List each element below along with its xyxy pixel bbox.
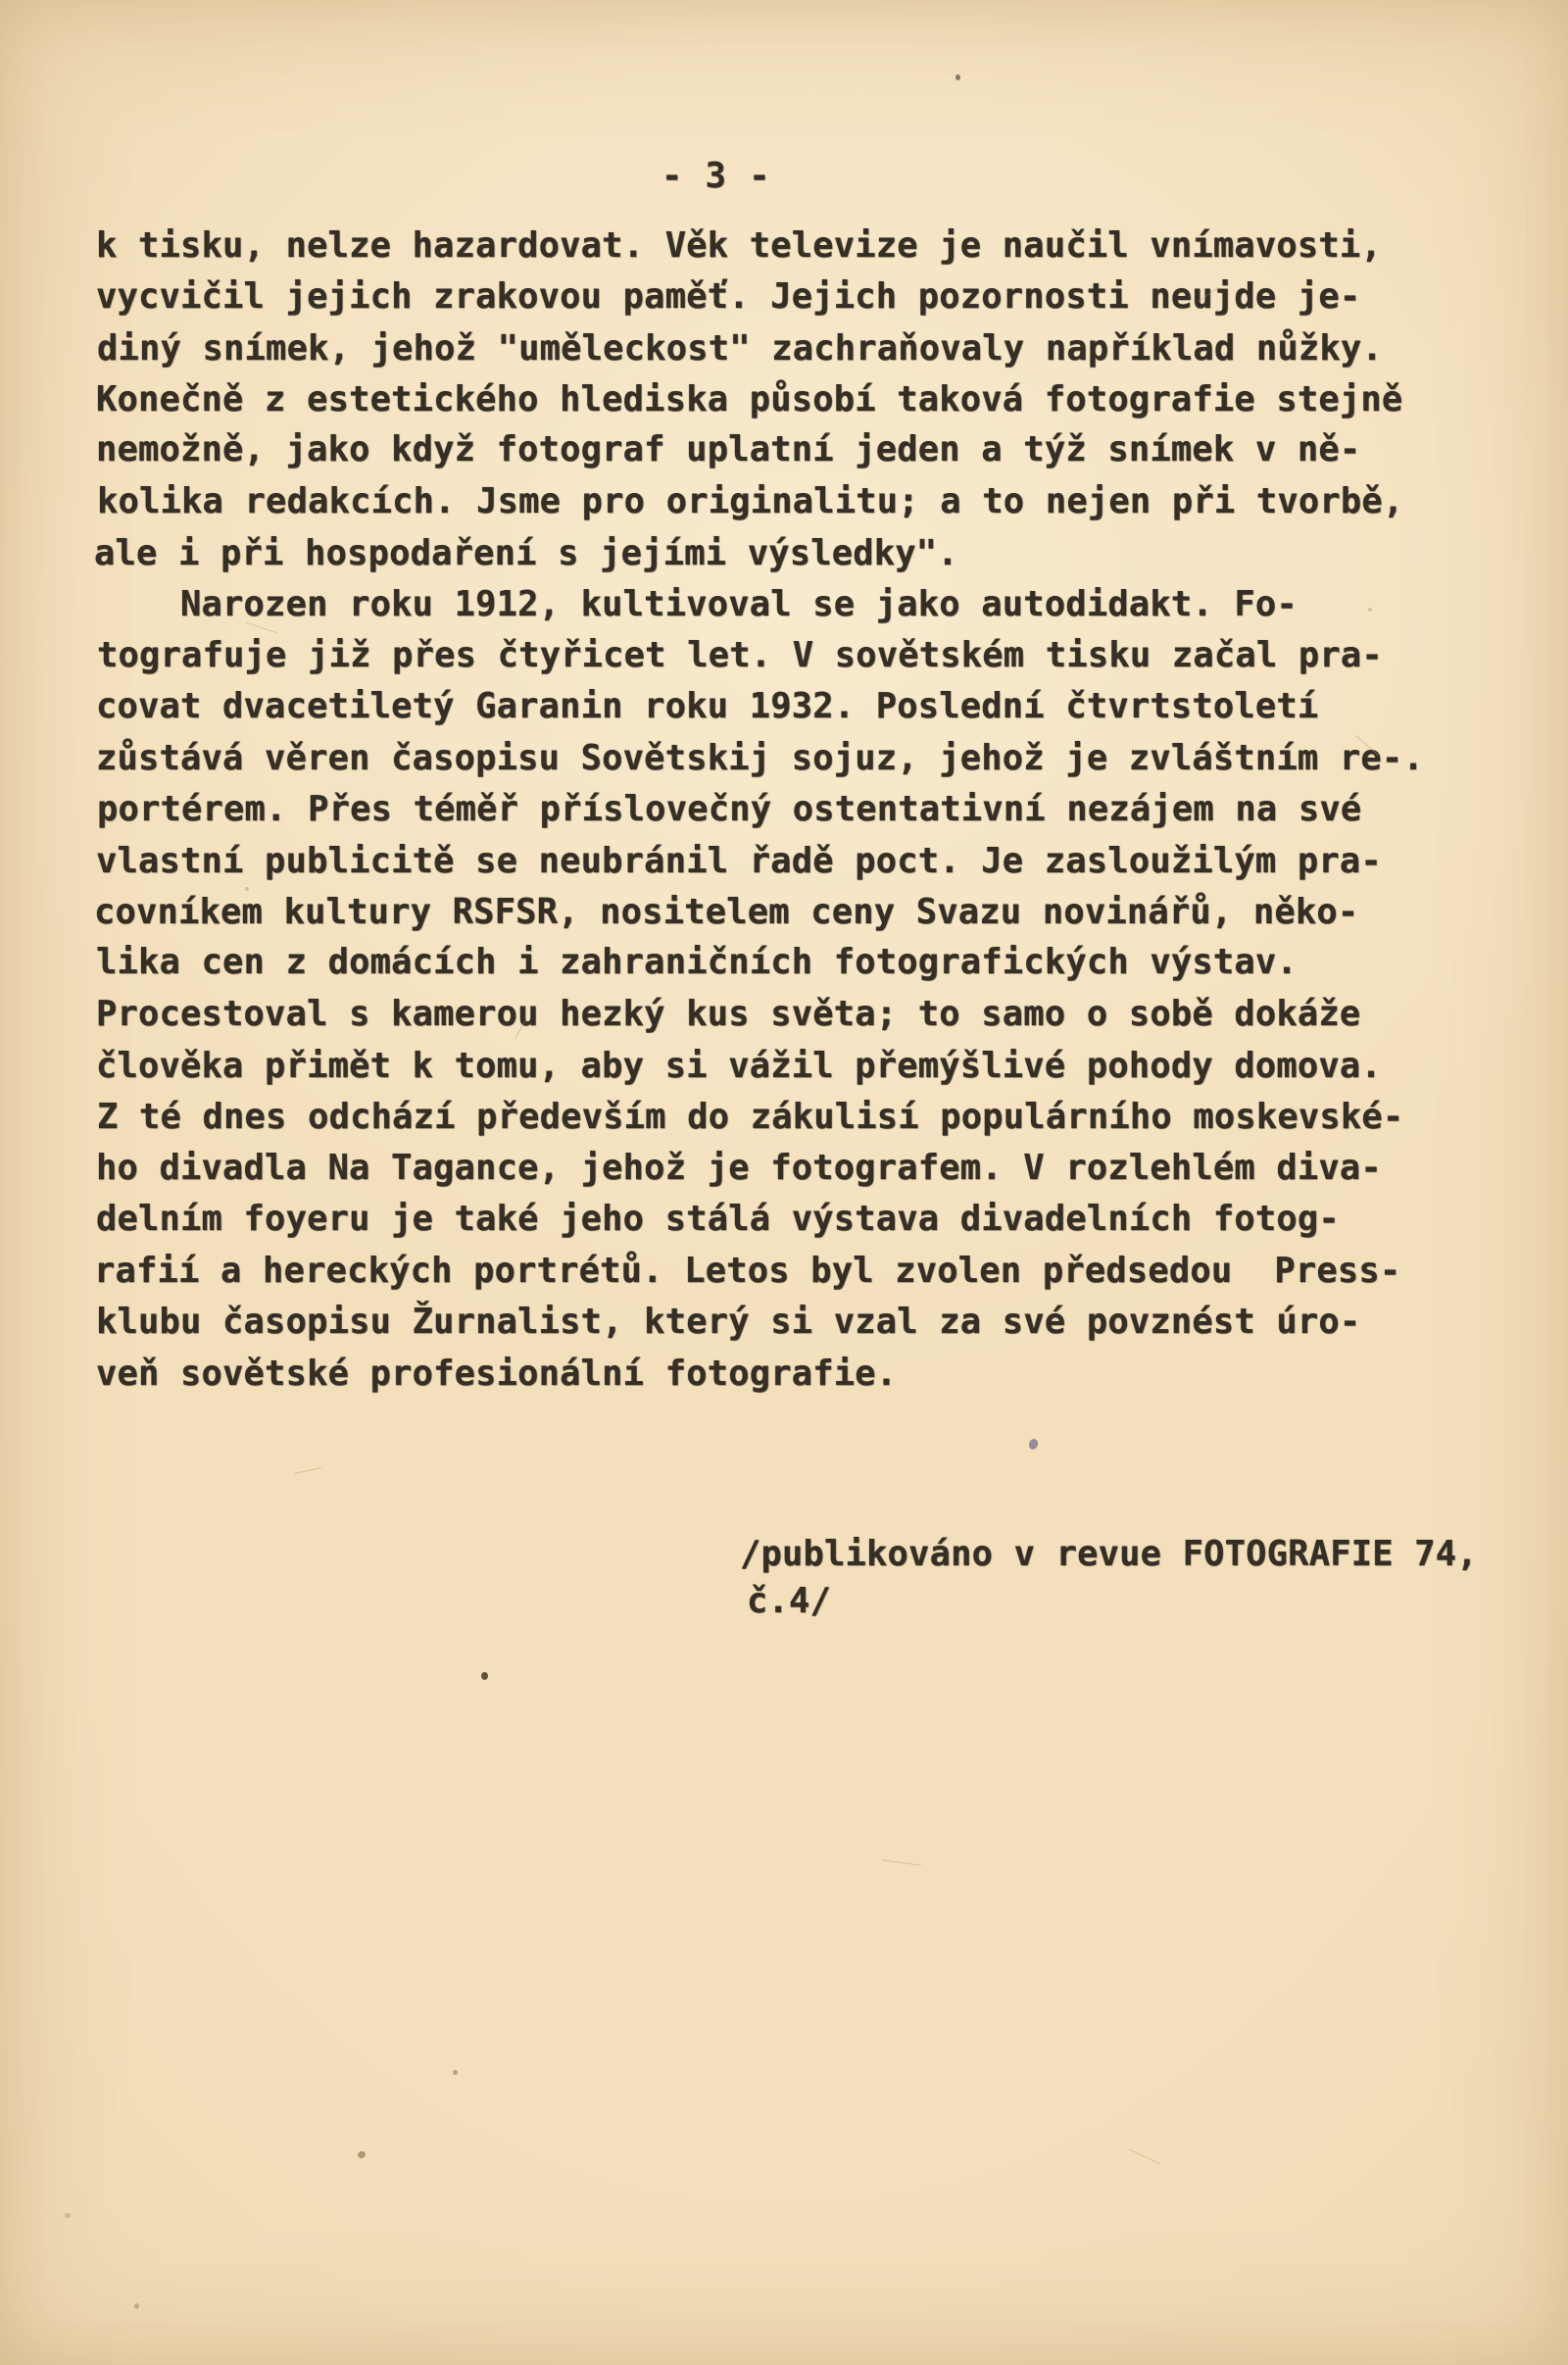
- paper-fiber: [1128, 2148, 1160, 2164]
- paper-speck: [134, 2303, 139, 2309]
- text-line: rafií a hereckých portrétů. Letos byl zvolen předsedou Press-: [94, 1250, 1401, 1291]
- text-line: nemožně, jako když fotograf uplatní jeden a týž snímek v ně-: [96, 429, 1361, 470]
- text-line: portérem. Přes téměř příslovečný ostentativní nezájem na své: [97, 789, 1362, 830]
- text-line: diný snímek, jehož "uměleckost" zachraňovaly například nůžky.: [97, 327, 1383, 369]
- text-line: Narozen roku 1912, kultivoval se jako autodidakt. Fo-: [96, 584, 1298, 625]
- text-line: Konečně z estetického hlediska působí taková fotografie stejně: [96, 378, 1403, 419]
- text-line: veň sovětské profesionální fotografie.: [96, 1353, 898, 1394]
- text-line: vycvičil jejich zrakovou paměť. Jejich pozornosti neujde je-: [96, 276, 1361, 318]
- note-line: č.4/: [747, 1581, 832, 1621]
- text-line: covat dvacetiletý Garanin roku 1932. Poslední čtvrtstoletí: [96, 685, 1319, 726]
- text-line: Z té dnes odchází především do zákulisí populárního moskevské-: [97, 1097, 1404, 1138]
- text-line: člověka přimět k tomu, aby si vážil přemýšlivé pohody domova.: [96, 1045, 1382, 1086]
- text-line: klubu časopisu Žurnalist, který si vzal za své povznést úro-: [96, 1302, 1361, 1343]
- text-line: tografuje již přes čtyřicet let. V sovětském tisku začal pra-: [97, 635, 1383, 676]
- note-line: /publikováno v revue FOTOGRAFIE 74,: [740, 1534, 1478, 1574]
- publication-note: [740, 1531, 1478, 1625]
- body-text: [96, 221, 1424, 1400]
- text-line: zůstává věren časopisu Sovětskij sojuz, jehož je zvláštním re-.: [96, 737, 1424, 778]
- paper-speck: [65, 2213, 71, 2218]
- paper-speck: [481, 1672, 488, 1680]
- text-line: ale i při hospodaření s jejími výsledky".: [94, 532, 958, 573]
- text-line: ho divadla Na Tagance, jehož je fotografem. V rozlehlém diva-: [96, 1148, 1382, 1189]
- text-line: lika cen z domácích i zahraničních fotografických výstav.: [96, 942, 1298, 983]
- paper-speck: [357, 2149, 367, 2159]
- paper-speck: [956, 74, 960, 80]
- text-line: vlastní publicitě se neubránil řadě poct. Je zasloužilým pra-: [96, 840, 1382, 881]
- text-line: Procestoval s kamerou hezký kus světa; to samo o sobě dokáže: [96, 994, 1361, 1035]
- ink-blot: [1027, 1438, 1039, 1451]
- paper-fiber: [882, 1859, 921, 1866]
- text-line: delním foyeru je také jeho stálá výstava divadelních fotog-: [96, 1198, 1340, 1239]
- paper-speck: [453, 2070, 458, 2075]
- text-line: kolika redakcích. Jsme pro originalitu; a to nejen při tvorbě,: [97, 481, 1404, 522]
- paper-fiber: [294, 1467, 321, 1474]
- page-number: - 3 -: [662, 156, 771, 196]
- text-line: k tisku, nelze hazardovat. Věk televize je naučil vnímavosti,: [96, 225, 1382, 266]
- text-line: covníkem kultury RSFSR, nositelem ceny Svazu novinářů, něko-: [94, 891, 1359, 932]
